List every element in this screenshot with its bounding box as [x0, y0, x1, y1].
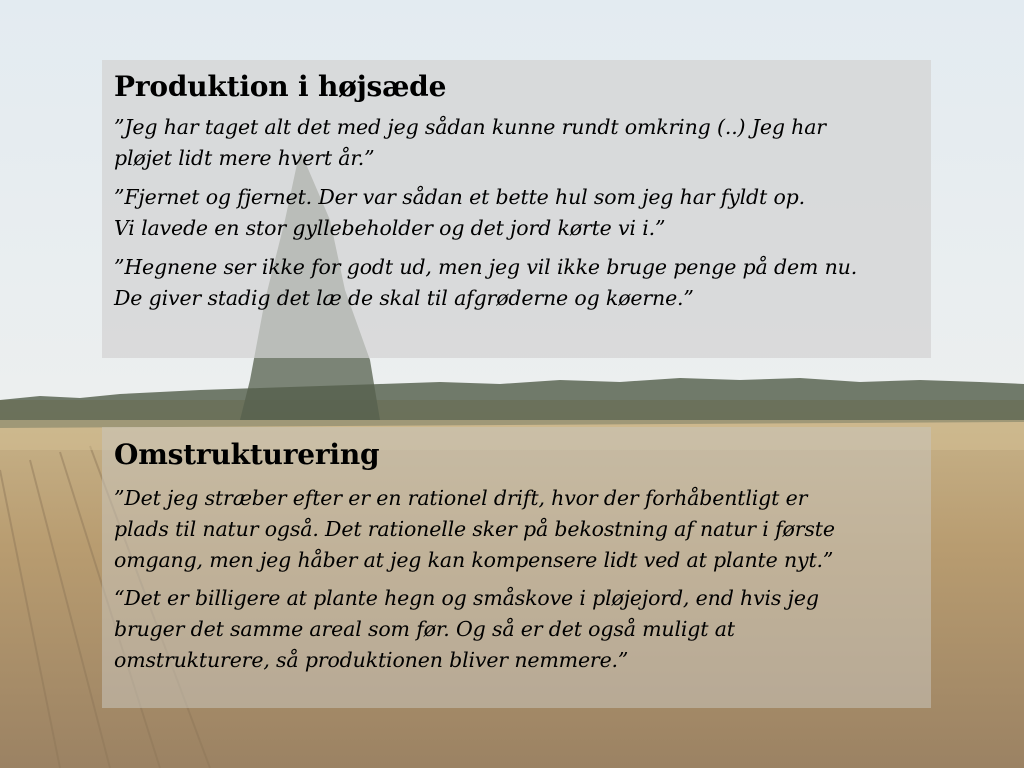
quote-line: plads til natur også. Det rationelle sker på bekostning af natur i første: [114, 517, 835, 541]
section-restructuring: [102, 427, 931, 708]
quote: [114, 112, 919, 174]
quote: [114, 483, 919, 576]
quote: [114, 182, 919, 244]
quote: [114, 252, 919, 314]
quote-line: ”Det jeg stræber efter er en rationel drift, hvor der forhåbentligt er: [114, 486, 808, 510]
quote-line: ”Fjernet og fjernet. Der var sådan et bette hul som jeg har fyldt op.: [114, 185, 806, 209]
section-title: Omstrukturering: [114, 438, 380, 471]
quote-line: pløjet lidt mere hvert år.”: [114, 146, 375, 170]
quote-line: omstrukturere, så produktionen bliver nemmere.”: [114, 648, 629, 672]
quote-line: Vi lavede en stor gyllebeholder og det jord kørte vi i.”: [114, 216, 666, 240]
quote-line: De giver stadig det læ de skal til afgrøderne og køerne.”: [114, 286, 694, 310]
quote-line: bruger det samme areal som før. Og så er det også muligt at: [114, 617, 735, 641]
quote-line: ”Hegnene ser ikke for godt ud, men jeg vil ikke bruge penge på dem nu.: [114, 255, 858, 279]
quote-line: ”Jeg har taget alt det med jeg sådan kunne rundt omkring (..) Jeg har: [114, 115, 826, 139]
section-title: Produktion i højsæde: [114, 70, 447, 103]
quote-line: omgang, men jeg håber at jeg kan kompensere lidt ved at plante nyt.”: [114, 548, 834, 572]
quote-line: “Det er billigere at plante hegn og småskove i pløjejord, end hvis jeg: [114, 586, 819, 610]
section-production: [102, 60, 931, 358]
quote: [114, 583, 919, 676]
